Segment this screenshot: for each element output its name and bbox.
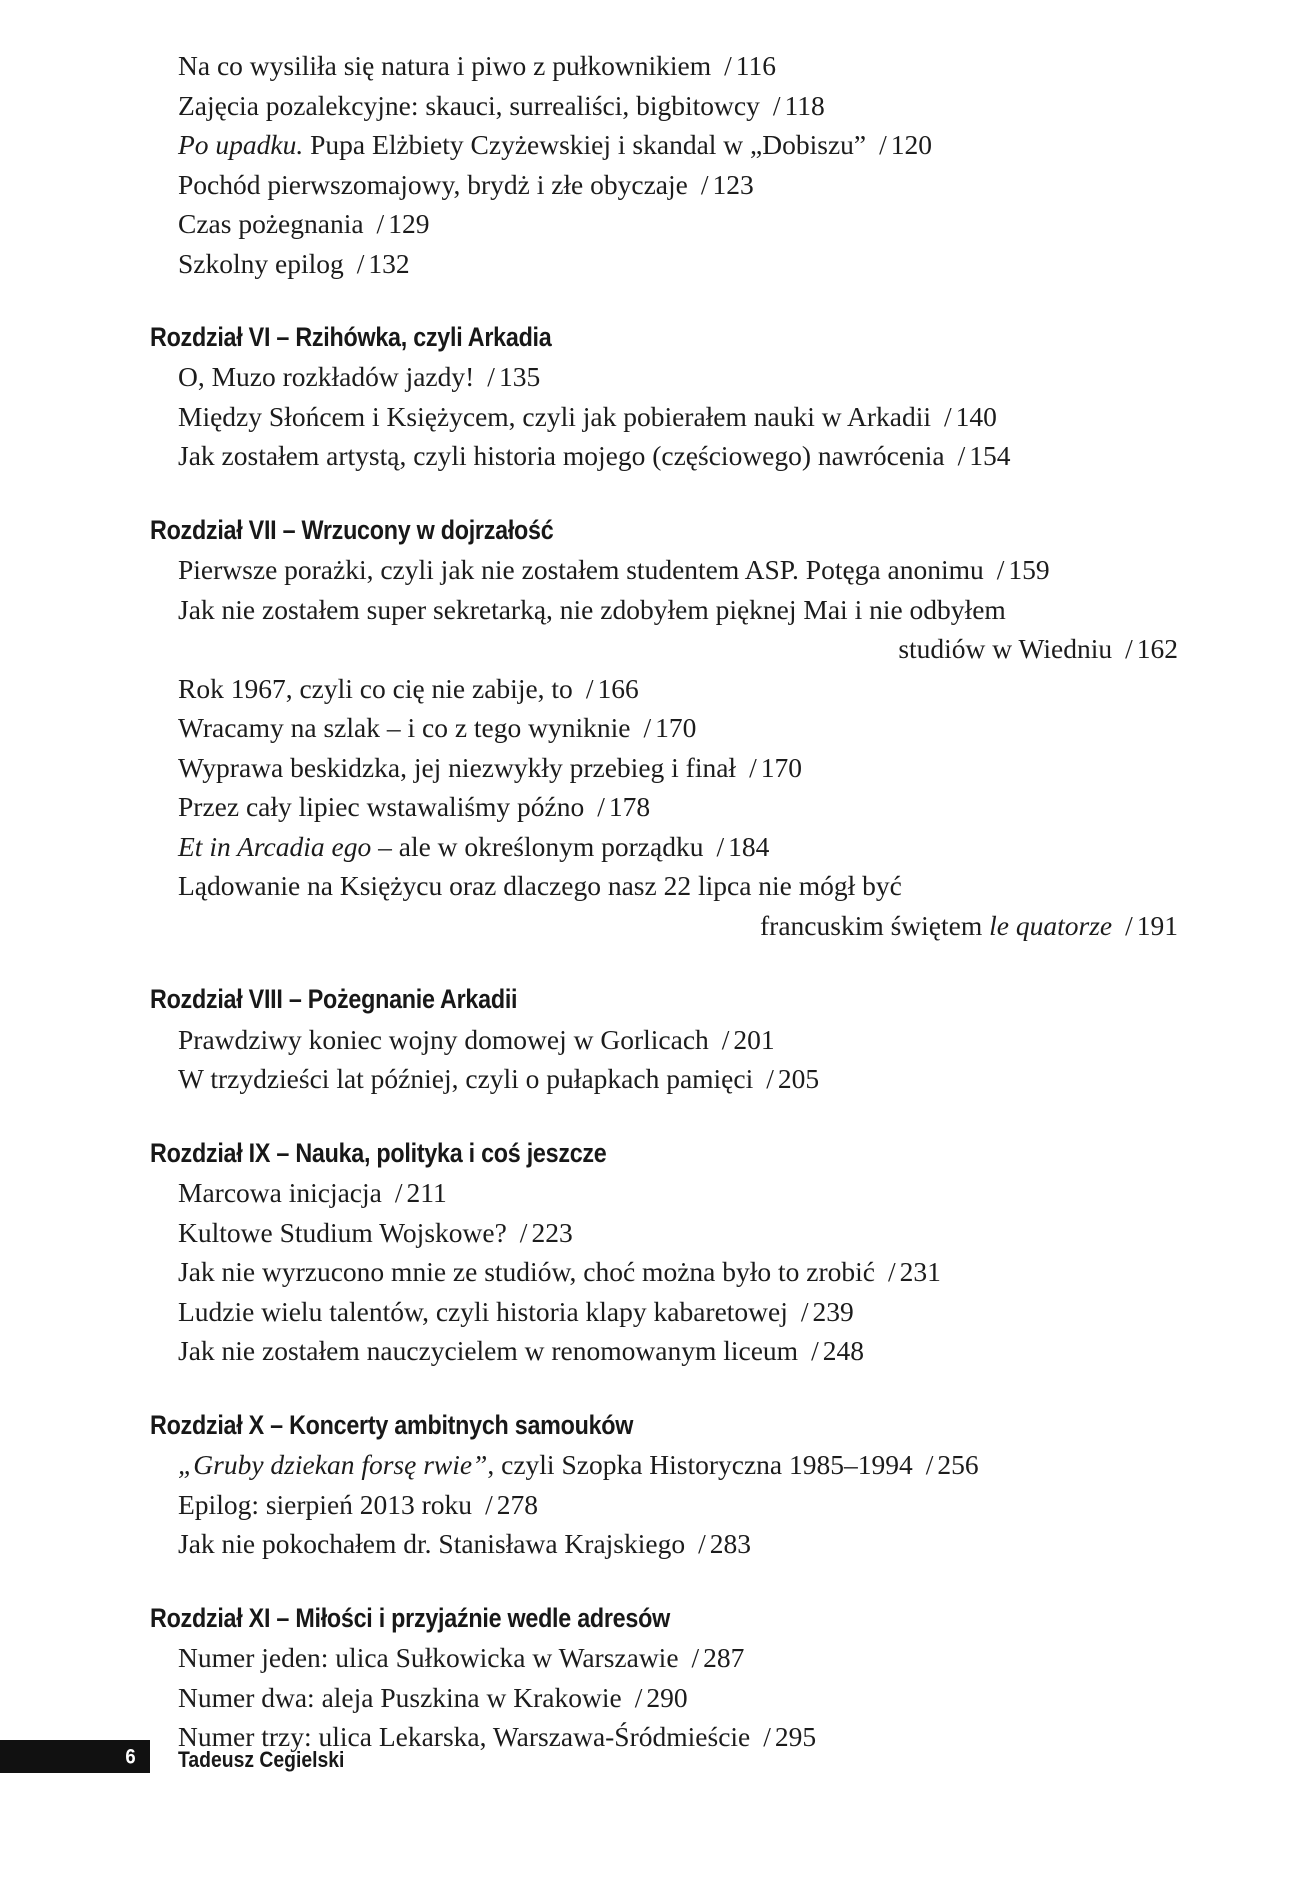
toc-entry-title: Pierwsze porażki, czyli jak nie zostałem studentem ASP. Potęga anonimu (178, 554, 984, 586)
toc-entry-title: Rok 1967, czyli co cię nie zabije, to (178, 672, 573, 704)
page-number-separator: / (957, 440, 966, 472)
toc-entry[interactable] (178, 1213, 1178, 1253)
page-number-value: 118 (784, 89, 825, 121)
page-number-value: 135 (498, 361, 541, 393)
toc-entry-title: Między Słońcem i Księżycem, czyli jak pobierałem nauki w Arkadii (178, 400, 931, 432)
page-number-separator: / (634, 1681, 643, 1713)
toc-entry-page-number (1125, 910, 1178, 941)
toc-entry-page-number (643, 712, 696, 743)
page-number-separator: / (772, 89, 781, 121)
toc-entry-title: Przez cały lipiec wstawaliśmy późno (178, 791, 585, 823)
toc-entry-title: Jak nie zostałem super sekretarką, nie zdobyłem pięknej Mai i nie odbyłem (178, 593, 1006, 625)
toc-entry-title: W trzydzieści lat później, czyli o pułapkach pamięci (178, 1063, 754, 1095)
page-number-value: 191 (1136, 909, 1178, 941)
page-number-separator: / (585, 672, 594, 704)
toc-entry-page-number (716, 831, 769, 862)
toc-entry-title: Numer jeden: ulica Sułkowicka w Warszawie (178, 1642, 679, 1674)
page-number-value: 278 (496, 1488, 538, 1520)
toc-entry-title: O, Muzo rozkładów jazdy! (178, 361, 475, 393)
toc-entry-page-number (879, 129, 932, 160)
page-number-value: 239 (812, 1295, 854, 1327)
page-number-separator: / (394, 1177, 403, 1209)
page-number-separator: / (943, 400, 952, 432)
toc-entry[interactable] (178, 1678, 1178, 1718)
page-number-separator: / (925, 1449, 934, 1481)
toc-entry-title-italic: „Gruby dziekan forsę rwie” (178, 1449, 488, 1481)
toc-entry-list (178, 357, 1178, 476)
toc-entry-title-italic: le quatorze (989, 909, 1113, 941)
toc-entry-page-number (888, 1256, 941, 1287)
toc-entry-title: Lądowanie na Księżycu oraz dlaczego nasz 22 lipca nie mógł być (178, 870, 902, 902)
toc-entry-title: Zajęcia pozalekcyjne: skauci, surrealiści, bigbitowcy (178, 89, 760, 121)
toc-entry[interactable] (178, 1445, 1178, 1485)
toc-entry[interactable] (178, 165, 1178, 205)
chapter-heading[interactable]: Rozdział VII – Wrzucony w dojrzałość (150, 514, 554, 545)
toc-entry-title-italic: Po upadku. (178, 129, 304, 160)
page-number-value: 287 (703, 1642, 745, 1674)
toc-group (178, 46, 1178, 283)
toc-entry[interactable] (178, 827, 1178, 867)
toc-entry-page-number (958, 440, 1011, 471)
toc-group (150, 514, 1178, 945)
page-number-separator: / (376, 208, 385, 239)
toc-entry-list (178, 46, 1178, 283)
page-number-separator: / (766, 1063, 774, 1095)
toc-entry-title: Wyprawa beskidzka, jej niezwykły przebieg i finał (178, 751, 737, 783)
page-number-separator: / (1125, 633, 1133, 665)
toc-entry-title: Jak nie zostałem nauczycielem w renomowanym liceum (178, 1335, 799, 1367)
toc-group (150, 1602, 1178, 1757)
toc-entry[interactable] (178, 1331, 1178, 1371)
page-number-value: 123 (712, 168, 754, 200)
page-number-separator: / (356, 247, 365, 279)
toc-entry-title: Numer dwa: aleja Puszkina w Krakowie (178, 1681, 622, 1713)
toc-entry-title: Pochód pierwszomajowy, brydż i złe obyczaje (178, 168, 688, 200)
toc-entry-page-number (773, 90, 825, 121)
toc-entry[interactable] (178, 669, 1178, 709)
page-number-value: 295 (774, 1721, 817, 1753)
toc-entry-title: studiów w Wiedniu (898, 633, 1113, 665)
toc-entry-title-italic: Et in Arcadia ego (178, 830, 372, 862)
toc-entry-list (178, 1173, 1178, 1371)
chapter-heading[interactable]: Rozdział X – Koncerty ambitnych samouków (150, 1409, 634, 1440)
page-number-value: 140 (955, 400, 997, 432)
toc-entry-title: Szkolny epilog (178, 247, 344, 279)
page-number-value: 201 (733, 1023, 775, 1055)
page-number-value: 184 (728, 830, 770, 862)
page-number-separator: / (1125, 909, 1133, 941)
toc-entry-page-number (926, 1449, 979, 1480)
page-number-value: 154 (969, 440, 1011, 472)
page-number-value: 170 (655, 712, 697, 744)
page-number-separator: / (800, 1295, 809, 1327)
toc-entry-title: Wracamy na szlak – i co z tego wyniknie (178, 712, 631, 744)
page-number-value: 166 (597, 672, 639, 704)
page-number-value: 162 (1136, 633, 1178, 665)
page-number-separator: / (597, 791, 605, 823)
toc-entry-title: , czyli Szopka Historyczna 1985–1994 (487, 1449, 913, 1481)
toc-entry[interactable] (178, 397, 1178, 437)
toc-entry[interactable] (178, 1020, 1178, 1060)
toc-entry-list (178, 1020, 1178, 1099)
page-footer (0, 1740, 1290, 1780)
toc-entry[interactable] (178, 1638, 1178, 1678)
toc-entry-page-number (520, 1217, 573, 1248)
toc-entry[interactable] (178, 1485, 1178, 1525)
chapter-heading[interactable]: Rozdział IX – Nauka, polityka i coś jeszcze (150, 1137, 607, 1168)
page-number-separator: / (879, 129, 887, 160)
toc-entry-page-number (586, 673, 639, 704)
toc-entry-page-number (749, 752, 802, 783)
page-number-separator: / (811, 1335, 819, 1367)
toc-entry-page-number (487, 361, 540, 392)
page-number-separator: / (716, 830, 725, 862)
toc-entry-title: Numer trzy: ulica Lekarska, Warszawa-Śródmieście (178, 1721, 751, 1753)
chapter-heading[interactable]: Rozdział VI – Rzihówka, czyli Arkadia (150, 322, 552, 352)
chapter-heading[interactable]: Rozdział VIII – Pożegnanie Arkadii (150, 984, 518, 1015)
page-number-value: 159 (1008, 554, 1050, 586)
page-number-value: 205 (777, 1063, 820, 1095)
page-number-separator: / (698, 1528, 706, 1560)
page-number-value: 256 (937, 1449, 979, 1481)
toc-entry-page-number (722, 1024, 775, 1055)
toc-entry-title: Jak zostałem artystą, czyli historia mojego (częściowego) nawrócenia (178, 440, 945, 472)
page-number-value: 132 (368, 247, 410, 279)
toc-entry[interactable] (178, 436, 1178, 476)
page-number-separator: / (724, 50, 732, 81)
toc-entry-page-number (766, 1063, 819, 1094)
toc-entry-page-number (811, 1335, 864, 1366)
toc-entry-title: Kultowe Studium Wojskowe? (178, 1216, 507, 1248)
toc-entry[interactable] (178, 244, 1178, 284)
toc-entry[interactable] (178, 590, 1178, 630)
toc-entry-page-number (485, 1489, 538, 1520)
toc-entry-title: Czas pożegnania (178, 208, 364, 239)
toc-entry-page-number (801, 1296, 854, 1327)
page-number-separator: / (519, 1216, 528, 1248)
folio-bar (0, 1740, 150, 1773)
toc-entry-page-number (1125, 633, 1178, 664)
page-number-value: 248 (822, 1335, 864, 1367)
toc-entry-title: Jak nie pokochałem dr. Stanisława Krajskiego (178, 1528, 686, 1560)
page-number-value: 283 (709, 1528, 751, 1560)
toc-entry-title: Ludzie wielu talentów, czyli historia klapy kabaretowej (178, 1295, 788, 1327)
page-number-value: 178 (608, 791, 651, 823)
footer-author-name: Tadeusz Cegielski (178, 1747, 345, 1772)
toc-entry[interactable] (178, 866, 1178, 906)
toc-group (150, 322, 1178, 476)
toc-entry-title: Epilog: sierpień 2013 roku (178, 1488, 473, 1520)
toc-entry-page-number (698, 1528, 751, 1559)
toc-entry[interactable] (178, 1252, 1178, 1292)
toc-entry-page-number (597, 791, 650, 822)
toc-entry[interactable] (178, 46, 1178, 86)
toc-entry-title: Marcowa inicjacja (178, 1177, 382, 1209)
toc-entry[interactable] (178, 708, 1178, 748)
toc-group (150, 1409, 1178, 1564)
toc-entry-list (178, 1445, 1178, 1564)
toc-entry-continuation[interactable] (178, 906, 1178, 946)
toc-entry-page-number (635, 1682, 688, 1713)
toc-entry[interactable] (178, 748, 1178, 788)
page-number-separator: / (487, 361, 495, 393)
toc-entry[interactable] (178, 86, 1178, 126)
toc-entry-title: francuskim świętem (760, 909, 990, 941)
toc-entry[interactable] (178, 1524, 1178, 1564)
toc-entry[interactable] (178, 204, 1178, 244)
toc-entry[interactable] (178, 550, 1178, 590)
toc-entry-title: Prawdziwy koniec wojny domowej w Gorlicach (178, 1023, 709, 1055)
chapter-heading[interactable]: Rozdział XI – Miłości i przyjaźnie wedle adresów (150, 1602, 670, 1633)
toc-entry-page-number (377, 208, 430, 239)
toc-entry-page-number (692, 1642, 745, 1673)
page-number-value: 129 (388, 208, 430, 239)
toc-entry-page-number (997, 554, 1050, 585)
page-number-value: 223 (531, 1216, 573, 1248)
page-number-separator: / (887, 1256, 896, 1288)
page-number-separator: / (721, 1023, 730, 1055)
toc-entry[interactable] (178, 1292, 1178, 1332)
toc-entry-page-number (944, 401, 997, 432)
page-number-value: 116 (735, 50, 776, 81)
toc-entry-page-number (395, 1177, 447, 1208)
toc-entry-title: Na co wysiliła się natura i piwo z pułkownikiem (178, 50, 712, 81)
page-number-separator: / (643, 712, 652, 744)
toc-entry[interactable] (178, 1059, 1178, 1099)
page-number-value: 120 (890, 129, 932, 160)
toc-group (150, 984, 1178, 1098)
toc-entry[interactable] (178, 125, 1178, 165)
page-number-separator: / (996, 554, 1005, 586)
toc-entry-page-number (701, 169, 754, 200)
page-number-separator: / (700, 168, 709, 200)
toc-entry-title: – ale w określonym porządku (371, 830, 704, 862)
toc-entry-list (178, 550, 1178, 945)
folio-number: 6 (125, 1745, 136, 1768)
toc-group (150, 1137, 1178, 1371)
toc-entry-title: Jak nie wyrzucono mnie ze studiów, choć można było to zrobić (178, 1256, 875, 1288)
page-number-separator: / (691, 1642, 700, 1674)
toc-entry-page-number (357, 248, 410, 279)
page-number-value: 231 (899, 1256, 941, 1288)
toc-entry-title: Pupa Elżbiety Czyżewskiej i skandal w „Dobiszu” (303, 129, 867, 160)
page-number-value: 211 (406, 1177, 447, 1209)
toc-entry-page-number (724, 50, 776, 81)
toc-entry[interactable] (178, 787, 1178, 827)
toc-entry[interactable] (178, 357, 1178, 397)
toc-entry-continuation[interactable] (178, 629, 1178, 669)
page-number-value: 170 (760, 751, 802, 783)
toc-entry[interactable] (178, 1173, 1178, 1213)
page-number-separator: / (763, 1721, 771, 1753)
page-number-separator: / (749, 751, 757, 783)
page-number-separator: / (485, 1488, 493, 1520)
page-number-value: 290 (646, 1681, 688, 1713)
table-of-contents (150, 46, 1178, 1757)
